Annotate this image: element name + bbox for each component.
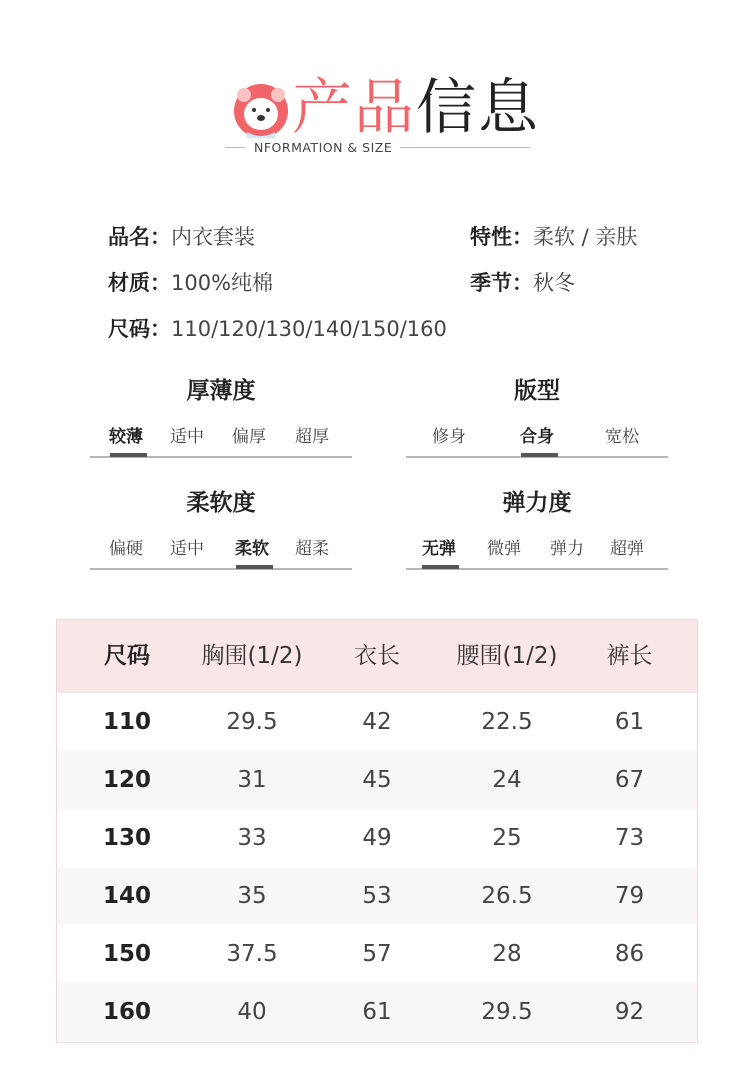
table-header xyxy=(57,620,697,693)
title-pink: 产品 xyxy=(292,73,416,143)
table-cell: 86 xyxy=(614,941,645,967)
scale-indicator xyxy=(422,565,459,569)
scale-option: 偏硬 xyxy=(109,539,143,559)
table-cell: 110 xyxy=(102,709,151,735)
table-row xyxy=(57,809,697,867)
table-cell: 24 xyxy=(492,767,522,793)
info-season-key: 季节： xyxy=(470,271,533,295)
table-cell: 57 xyxy=(362,941,392,967)
scale-track xyxy=(90,568,352,570)
scale-title: 柔软度 xyxy=(186,490,256,516)
title-dark: 信息 xyxy=(416,73,540,143)
size-table xyxy=(56,619,698,1043)
table-cell: 92 xyxy=(614,999,645,1025)
scale-option: 弹力 xyxy=(550,539,584,559)
header-cell: 腰围(1/2) xyxy=(456,643,558,669)
table-cell: 31 xyxy=(237,767,267,793)
table-cell: 67 xyxy=(614,767,645,793)
table-cell: 26.5 xyxy=(481,883,533,909)
scale-option: 柔软 xyxy=(235,539,269,559)
scale-options xyxy=(90,424,352,454)
table-row xyxy=(57,693,697,751)
table-cell: 33 xyxy=(237,825,267,851)
header-cell: 裤长 xyxy=(606,643,653,669)
table-cell: 53 xyxy=(362,883,392,909)
subtitle-line xyxy=(0,138,750,158)
table-cell: 45 xyxy=(362,767,392,793)
table-cell: 79 xyxy=(614,883,645,909)
table-cell: 22.5 xyxy=(481,709,533,735)
table-cell: 29.5 xyxy=(481,999,533,1025)
info-season-value: 秋冬 xyxy=(533,271,575,295)
scale-indicator xyxy=(521,453,558,457)
table-cell: 49 xyxy=(362,825,392,851)
header-cell: 胸围(1/2) xyxy=(201,643,303,669)
info-size xyxy=(108,314,447,344)
subtitle: NFORMATION & SIZE xyxy=(254,140,393,155)
table-cell: 29.5 xyxy=(226,709,278,735)
info-name-key: 品名： xyxy=(108,225,171,249)
scale-thickness xyxy=(90,376,352,447)
scale-indicator xyxy=(110,453,147,457)
info-name xyxy=(108,222,255,252)
header-cell: 衣长 xyxy=(354,643,400,669)
bear-face-icon xyxy=(232,82,290,140)
info-feature xyxy=(470,222,637,252)
scale-option: 适中 xyxy=(170,427,204,447)
header xyxy=(0,72,750,162)
scale-option: 偏厚 xyxy=(232,427,266,447)
scale-option: 超厚 xyxy=(295,427,329,447)
table-cell: 35 xyxy=(237,883,267,909)
divider-left xyxy=(225,147,245,148)
table-cell: 120 xyxy=(102,767,151,793)
scale-option: 较薄 xyxy=(109,427,143,447)
divider-right xyxy=(400,147,530,148)
scale-option: 微弹 xyxy=(487,539,521,559)
scale-title: 弹力度 xyxy=(502,490,572,516)
info-name-value: 内衣套装 xyxy=(171,225,255,249)
table-row xyxy=(57,925,697,983)
table-cell: 160 xyxy=(102,999,151,1025)
info-size-value: 110/120/130/140/150/160 xyxy=(171,317,447,341)
table-cell: 28 xyxy=(492,941,522,967)
scale-option: 宽松 xyxy=(605,427,639,447)
table-row xyxy=(57,983,697,1041)
scale-option: 适中 xyxy=(170,539,204,559)
scale-elasticity xyxy=(406,488,668,559)
scale-softness xyxy=(90,488,352,559)
scale-option: 合身 xyxy=(520,427,554,447)
info-feature-key: 特性： xyxy=(470,225,533,249)
scale-options xyxy=(406,536,668,566)
table-cell: 73 xyxy=(614,825,645,851)
table-cell: 140 xyxy=(102,883,151,909)
info-material xyxy=(108,268,273,298)
table-cell: 42 xyxy=(362,709,392,735)
table-cell: 61 xyxy=(362,999,392,1025)
scale-fit xyxy=(406,376,668,447)
table-row xyxy=(57,867,697,925)
table-cell: 25 xyxy=(492,825,522,851)
info-material-value: 100%纯棉 xyxy=(171,271,274,295)
info-season xyxy=(470,268,575,298)
table-cell: 61 xyxy=(614,709,645,735)
table-row xyxy=(57,751,697,809)
table-cell: 40 xyxy=(237,999,267,1025)
scale-option: 超柔 xyxy=(295,539,329,559)
scale-option: 超弹 xyxy=(610,539,644,559)
table-cell: 37.5 xyxy=(226,941,278,967)
header-cell: 尺码 xyxy=(104,643,150,669)
info-material-key: 材质： xyxy=(108,271,171,295)
scale-option: 无弹 xyxy=(422,539,456,559)
table-cell: 130 xyxy=(102,825,151,851)
scale-title: 厚薄度 xyxy=(186,378,256,404)
info-feature-value: 柔软 / 亲肤 xyxy=(533,225,638,249)
scale-title: 版型 xyxy=(514,378,560,404)
scale-options xyxy=(90,536,352,566)
scale-options xyxy=(406,424,668,454)
page-title xyxy=(292,72,540,144)
info-size-key: 尺码： xyxy=(108,317,171,341)
scale-option: 修身 xyxy=(432,427,466,447)
table-cell: 150 xyxy=(102,941,151,967)
scale-indicator xyxy=(236,565,273,569)
